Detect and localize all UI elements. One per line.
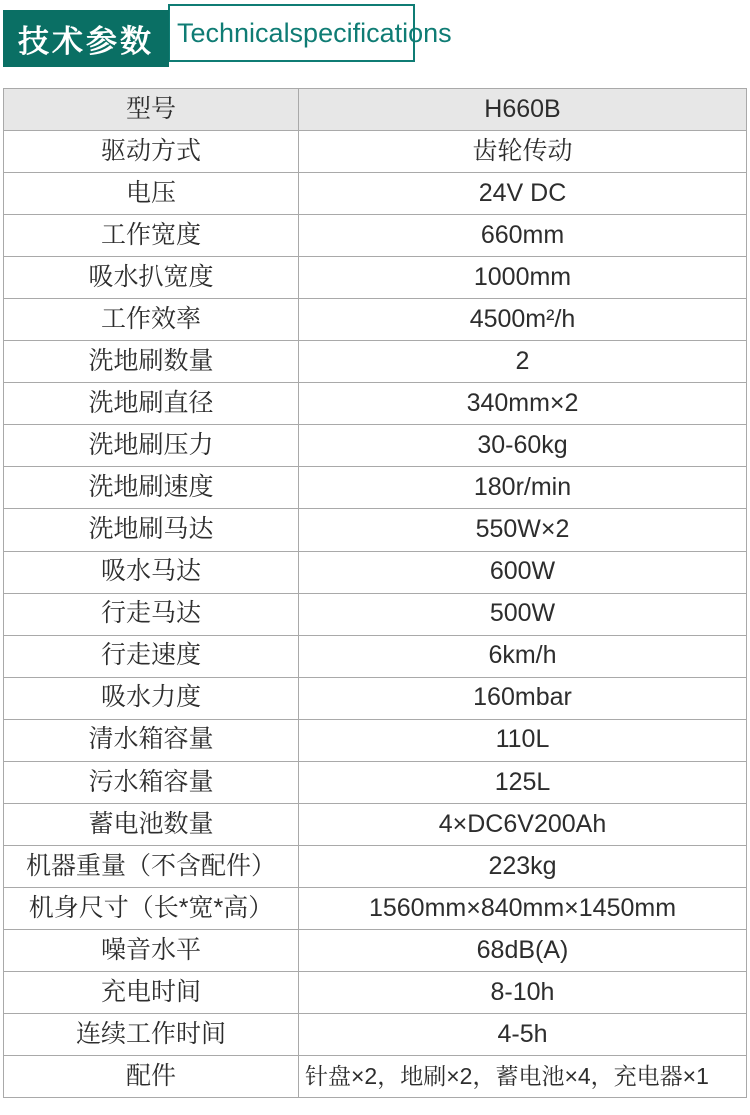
spec-value: 180r/min xyxy=(298,467,746,508)
spec-label: 机身尺寸（长*宽*高） xyxy=(28,893,274,922)
spec-value: 针盘×2，地刷×2，蓄电池×4，充电器×1 xyxy=(298,1056,746,1097)
spec-value: 550W×2 xyxy=(298,509,746,550)
spec-label: 吸水马达 xyxy=(100,557,201,586)
spec-value: 4500m²/h xyxy=(298,299,746,340)
spec-label: 洗地刷直径 xyxy=(88,389,214,418)
spec-label: 驱动方式 xyxy=(100,136,201,165)
spec-value: 125L xyxy=(298,762,746,803)
table-row xyxy=(4,803,746,845)
spec-value: 1560mm×840mm×1450mm xyxy=(298,888,746,929)
spec-value: 4×DC6V200Ah xyxy=(298,804,746,845)
table-row xyxy=(4,1055,746,1097)
spec-label: 工作宽度 xyxy=(100,220,201,249)
table-row xyxy=(4,971,746,1013)
table-row xyxy=(4,89,746,130)
spec-value: 6km/h xyxy=(298,636,746,677)
spec-value: 660mm xyxy=(298,215,746,256)
spec-label: 洗地刷压力 xyxy=(88,431,214,460)
section-title-cn: 技术参数 xyxy=(3,10,169,67)
spec-value: 30-60kg xyxy=(298,425,746,466)
spec-value: 160mbar xyxy=(298,678,746,719)
spec-label: 充电时间 xyxy=(100,977,201,1006)
spec-value: 500W xyxy=(298,594,746,635)
table-row xyxy=(4,929,746,971)
spec-table xyxy=(3,88,747,1098)
table-row xyxy=(4,1013,746,1055)
table-row xyxy=(4,845,746,887)
spec-value: 8-10h xyxy=(298,972,746,1013)
table-row xyxy=(4,256,746,298)
spec-label: 型号 xyxy=(125,94,176,123)
spec-value: 4-5h xyxy=(298,1014,746,1055)
table-row xyxy=(4,677,746,719)
spec-label: 蓄电池数量 xyxy=(88,809,214,838)
table-row xyxy=(4,635,746,677)
spec-value: 24V DC xyxy=(298,173,746,214)
table-row xyxy=(4,340,746,382)
spec-value: H660B xyxy=(298,89,746,130)
spec-value: 1000mm xyxy=(298,257,746,298)
spec-label: 噪音水平 xyxy=(100,935,201,964)
spec-label: 配件 xyxy=(125,1061,176,1090)
spec-value: 齿轮传动 xyxy=(298,131,746,172)
spec-label: 洗地刷数量 xyxy=(88,347,214,376)
spec-label: 工作效率 xyxy=(100,305,201,333)
table-row xyxy=(4,382,746,424)
spec-label: 污水箱容量 xyxy=(88,767,214,796)
table-row xyxy=(4,761,746,803)
spec-value: 600W xyxy=(298,552,746,593)
spec-label: 清水箱容量 xyxy=(88,725,214,754)
spec-value: 68dB(A) xyxy=(298,930,746,971)
spec-label: 洗地刷马达 xyxy=(88,515,214,544)
table-row xyxy=(4,424,746,466)
table-row xyxy=(4,887,746,929)
spec-label: 吸水扒宽度 xyxy=(88,262,214,291)
table-row xyxy=(4,130,746,172)
table-row xyxy=(4,551,746,593)
table-row xyxy=(4,719,746,761)
table-row xyxy=(4,298,746,340)
spec-label: 行走速度 xyxy=(100,641,201,670)
table-row xyxy=(4,172,746,214)
spec-label: 洗地刷速度 xyxy=(88,473,214,502)
section-title-en: Technicalspecifications xyxy=(168,4,415,62)
spec-label: 电压 xyxy=(125,178,176,207)
spec-label: 机器重量（不含配件） xyxy=(25,851,276,880)
spec-value: 223kg xyxy=(298,846,746,887)
spec-value: 2 xyxy=(298,341,746,382)
table-row xyxy=(4,214,746,256)
table-row xyxy=(4,593,746,635)
spec-value: 110L xyxy=(298,720,746,761)
table-row xyxy=(4,466,746,508)
spec-value: 340mm×2 xyxy=(298,383,746,424)
spec-label: 行走马达 xyxy=(100,599,201,628)
spec-label: 连续工作时间 xyxy=(75,1019,226,1048)
table-row xyxy=(4,508,746,550)
spec-label: 吸水力度 xyxy=(100,683,201,712)
